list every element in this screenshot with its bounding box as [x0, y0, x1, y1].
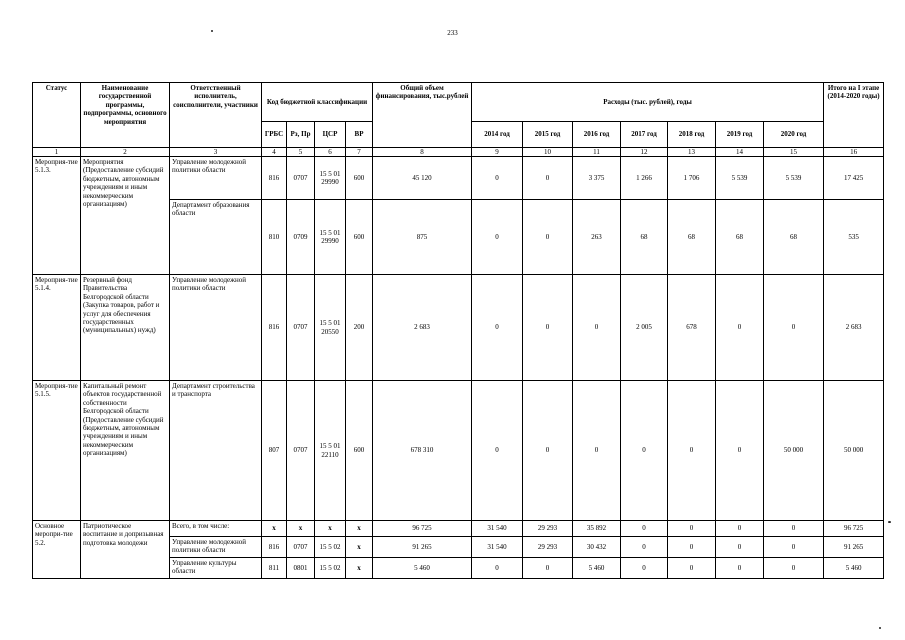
header-total-volume: Общий объем финансирования, тыс.рублей — [373, 83, 472, 148]
grbs-cell: 816 — [262, 275, 287, 381]
scan-speck — [888, 521, 891, 523]
year-cell: 29 293 — [523, 521, 573, 537]
rzpr-cell: 0709 — [287, 200, 315, 275]
rzpr-cell: 0707 — [287, 537, 315, 558]
event-name-cell: Капитальный ремонт объектов государственной собственности Белгородской области (Предоставление субсидий бюджетным, автономным учреждениям и иным некоммерческим организациям) — [81, 381, 170, 521]
year-cell: 0 — [716, 381, 764, 521]
vr-cell: 600 — [346, 200, 373, 275]
year-cell: 0 — [668, 558, 716, 579]
table-row — [33, 381, 884, 521]
grbs-cell: 811 — [262, 558, 287, 579]
year-cell: 0 — [523, 275, 573, 381]
column-number: 13 — [668, 148, 716, 157]
responsible-cell: Всего, в том числе: — [170, 521, 262, 537]
year-cell: 0 — [716, 521, 764, 537]
csr-cell: 15 5 01 29990 — [315, 157, 346, 200]
responsible-cell: Департамент образования области — [170, 200, 262, 275]
table-row — [33, 157, 884, 200]
rzpr-cell: 0801 — [287, 558, 315, 579]
stage-total-cell: 2 683 — [824, 275, 884, 381]
header-year: 2014 год — [472, 122, 523, 148]
responsible-cell: Департамент строительства и транспорта — [170, 381, 262, 521]
year-cell: 68 — [668, 200, 716, 275]
header-grbs: ГРБС — [262, 122, 287, 148]
column-number: 16 — [824, 148, 884, 157]
grbs-cell: 816 — [262, 157, 287, 200]
year-cell: 30 432 — [573, 537, 621, 558]
total-cell: 678 310 — [373, 381, 472, 521]
column-number: 1 — [33, 148, 81, 157]
header-year: 2016 год — [573, 122, 621, 148]
year-cell: 68 — [764, 200, 824, 275]
header-name: Наименование государственной программы, подпрограммы, основного мероприятия — [81, 83, 170, 148]
year-cell: 0 — [668, 537, 716, 558]
responsible-cell: Управление молодежной политики области — [170, 537, 262, 558]
stage-total-cell: 17 425 — [824, 157, 884, 200]
year-cell: 31 540 — [472, 537, 523, 558]
responsible-cell: Управление молодежной политики области — [170, 275, 262, 381]
csr-cell: 15 5 01 20550 — [315, 275, 346, 381]
stage-total-cell: 96 725 — [824, 521, 884, 537]
grbs-cell: 816 — [262, 537, 287, 558]
header-vr: ВР — [346, 122, 373, 148]
total-cell: 2 683 — [373, 275, 472, 381]
status-cell: Мероприя-тие 5.1.5. — [33, 381, 81, 521]
year-cell: 1 706 — [668, 157, 716, 200]
header-expenses: Расходы (тыс. рублей), годы — [472, 83, 824, 122]
vr-cell: x — [346, 521, 373, 537]
vr-cell: 600 — [346, 381, 373, 521]
stage-total-cell: 50 000 — [824, 381, 884, 521]
year-cell: 0 — [472, 558, 523, 579]
status-cell: Мероприя-тие 5.1.3. — [33, 157, 81, 275]
csr-cell: 15 5 01 22110 — [315, 381, 346, 521]
column-number: 4 — [262, 148, 287, 157]
year-cell: 0 — [523, 157, 573, 200]
year-cell: 0 — [716, 275, 764, 381]
year-cell: 0 — [573, 275, 621, 381]
column-number: 8 — [373, 148, 472, 157]
year-cell: 31 540 — [472, 521, 523, 537]
year-cell: 0 — [716, 537, 764, 558]
year-cell: 0 — [764, 558, 824, 579]
scan-speck — [211, 30, 213, 32]
header-csr: ЦСР — [315, 122, 346, 148]
year-cell: 29 293 — [523, 537, 573, 558]
year-cell: 0 — [621, 537, 668, 558]
year-cell: 0 — [764, 521, 824, 537]
year-cell: 0 — [716, 558, 764, 579]
total-cell: 96 725 — [373, 521, 472, 537]
year-cell: 0 — [472, 381, 523, 521]
responsible-cell: Управление молодежной политики области — [170, 157, 262, 200]
stage-total-cell: 535 — [824, 200, 884, 275]
header-year: 2019 год — [716, 122, 764, 148]
header-year: 2018 год — [668, 122, 716, 148]
year-cell: 263 — [573, 200, 621, 275]
column-number: 5 — [287, 148, 315, 157]
column-number: 3 — [170, 148, 262, 157]
year-cell: 0 — [764, 275, 824, 381]
year-cell: 0 — [668, 381, 716, 521]
column-number: 7 — [346, 148, 373, 157]
year-cell: 0 — [573, 381, 621, 521]
year-cell: 35 892 — [573, 521, 621, 537]
header-year: 2020 год — [764, 122, 824, 148]
header-responsible: Ответственный исполнитель, соисполнители, участники — [170, 83, 262, 148]
year-cell: 50 000 — [764, 381, 824, 521]
year-cell: 0 — [668, 521, 716, 537]
header-budget-code: Код бюджетной классификации — [262, 83, 373, 122]
column-number: 10 — [523, 148, 573, 157]
grbs-cell: 810 — [262, 200, 287, 275]
year-cell: 5 539 — [716, 157, 764, 200]
vr-cell: x — [346, 537, 373, 558]
year-cell: 3 375 — [573, 157, 621, 200]
csr-cell: x — [315, 521, 346, 537]
vr-cell: 600 — [346, 157, 373, 200]
stage-total-cell: 5 460 — [824, 558, 884, 579]
stage-total-cell: 91 265 — [824, 537, 884, 558]
year-cell: 0 — [472, 275, 523, 381]
year-cell: 68 — [716, 200, 764, 275]
year-cell: 0 — [621, 521, 668, 537]
table-row — [33, 275, 884, 381]
year-cell: 2 005 — [621, 275, 668, 381]
year-cell: 0 — [523, 558, 573, 579]
table-row — [33, 521, 884, 537]
header-year: 2017 год — [621, 122, 668, 148]
page-number: 233 — [447, 29, 458, 37]
responsible-cell: Управление культуры области — [170, 558, 262, 579]
csr-cell: 15 5 02 — [315, 537, 346, 558]
year-cell: 0 — [523, 200, 573, 275]
year-cell: 5 460 — [573, 558, 621, 579]
grbs-cell: x — [262, 521, 287, 537]
total-cell: 875 — [373, 200, 472, 275]
column-number: 15 — [764, 148, 824, 157]
column-number: 9 — [472, 148, 523, 157]
column-number: 12 — [621, 148, 668, 157]
rzpr-cell: 0707 — [287, 275, 315, 381]
status-cell: Мероприя-тие 5.1.4. — [33, 275, 81, 381]
event-name-cell: Мероприятия (Предоставление субсидий бюджетным, автономным учреждениям и иным некоммерческим организациям) — [81, 157, 170, 275]
year-cell: 5 539 — [764, 157, 824, 200]
csr-cell: 15 5 02 — [315, 558, 346, 579]
vr-cell: 200 — [346, 275, 373, 381]
total-cell: 91 265 — [373, 537, 472, 558]
budget-table — [32, 82, 884, 579]
year-cell: 0 — [764, 537, 824, 558]
year-cell: 678 — [668, 275, 716, 381]
column-number: 6 — [315, 148, 346, 157]
csr-cell: 15 5 01 29990 — [315, 200, 346, 275]
column-number: 14 — [716, 148, 764, 157]
header-status: Статус — [33, 83, 81, 148]
header-year: 2015 год — [523, 122, 573, 148]
year-cell: 0 — [621, 558, 668, 579]
year-cell: 0 — [472, 157, 523, 200]
year-cell: 0 — [523, 381, 573, 521]
rzpr-cell: 0707 — [287, 157, 315, 200]
column-number: 11 — [573, 148, 621, 157]
event-name-cell: Резервный фонд Правительства Белгородской области (Закупка товаров, работ и услуг для обеспечения государственных (муниципальных) нужд) — [81, 275, 170, 381]
total-cell: 5 460 — [373, 558, 472, 579]
year-cell: 1 266 — [621, 157, 668, 200]
vr-cell: x — [346, 558, 373, 579]
year-cell: 0 — [472, 200, 523, 275]
status-cell: Основное меропри-тие 5.2. — [33, 521, 81, 579]
rzpr-cell: x — [287, 521, 315, 537]
event-name-cell: Патриотическое воспитание и допризывная подготовка молодежи — [81, 521, 170, 579]
column-numbers-row — [33, 148, 884, 157]
grbs-cell: 807 — [262, 381, 287, 521]
total-cell: 45 120 — [373, 157, 472, 200]
rzpr-cell: 0707 — [287, 381, 315, 521]
header-rzpr: Рз, Пр — [287, 122, 315, 148]
year-cell: 0 — [621, 381, 668, 521]
scan-speck — [879, 627, 881, 629]
year-cell: 68 — [621, 200, 668, 275]
header-stage-total: Итого на I этапе (2014-2020 годы) — [824, 83, 884, 148]
column-number: 2 — [81, 148, 170, 157]
